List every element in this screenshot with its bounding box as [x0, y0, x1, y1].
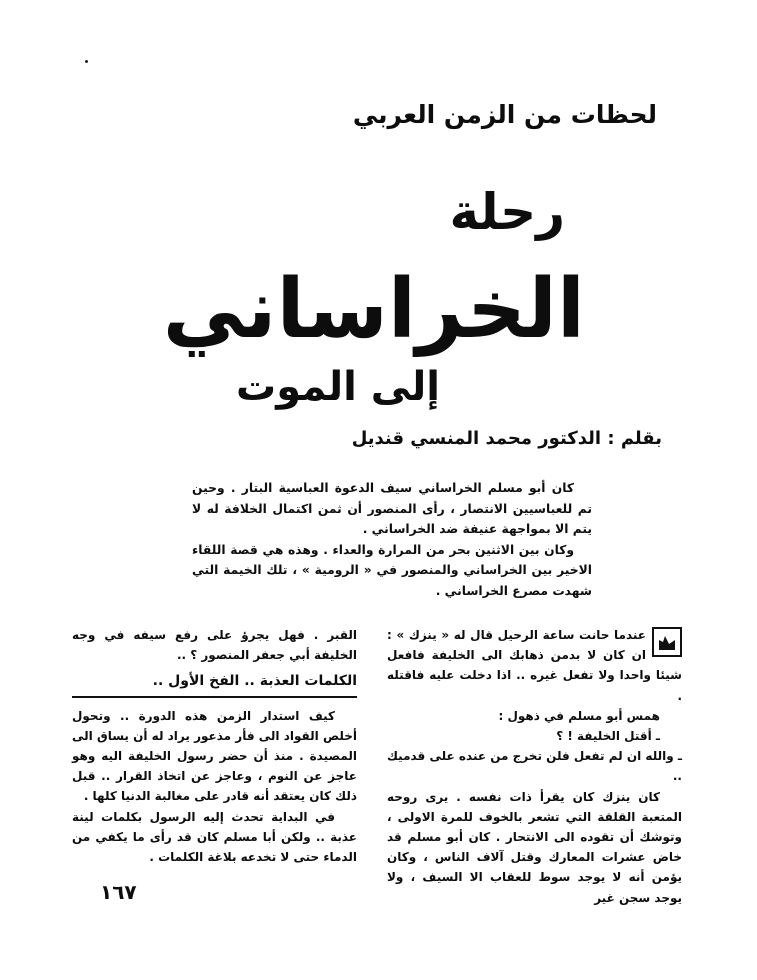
- left-paragraph-3: في البداية تحدث إليه الرسول بكلمات لينة عذبة .. ولكن أبا مسلم كان قد رأى ما يكفي من الدماء حتى لا تخدعه بلاغة الكلمات .: [72, 809, 357, 865]
- intro-paragraph-1: كان أبو مسلم الخراساني سيف الدعوة العباسية البتار . وحين تم للعباسيين الانتصار ، رأى المنصور أن ثمن اكتمال الخلافة له لا يتم الا بمواجهة عنيفة ضد الخراساني .: [192, 481, 592, 537]
- right-paragraph-2: همس أبو مسلم في ذهول :: [498, 708, 660, 723]
- speck: [85, 60, 88, 63]
- title-line-2: الخراساني: [162, 262, 585, 357]
- left-column: [72, 625, 357, 867]
- decorative-corner-icon: [652, 627, 682, 657]
- title-line-1: رحلة: [449, 183, 565, 241]
- intro-standfirst: [192, 478, 592, 602]
- right-column: [387, 625, 682, 908]
- right-paragraph-3: ـ أقتل الخليفة ! ؟: [556, 729, 660, 744]
- right-paragraph-4: ـ والله ان لم تفعل فلن تخرج من عنده على قدميك ..: [387, 749, 682, 784]
- right-paragraph-5: كان ينزك كان يقرأ ذات نفسه . يرى روحه المتعبة القلقة التي تشعر بالخوف للمرة الاولى ، وتوشك أن تقوده الى الانتحار . كان أبو مسلم قد خاض عشرات المعارك وقتل آلاف الناس ، وكان يؤمن أنه لا يوجد سوط للعقاب الا السيف ، ولا يوجد سجن غير: [387, 789, 682, 905]
- intro-paragraph-2: وكان بين الاثنين بحر من المرارة والعداء . وهذه هي قصة اللقاء الاخير بين الخراساني والمنصور في « الرومية » ، تلك الخيمة التي شهدت مصرع الخراساني .: [192, 542, 592, 598]
- left-paragraph-2: كيف استدار الزمن هذه الدورة .. وتحول أخلص القواد الى فأر مذعور يراد له أن يساق الى المصيدة . منذ أن حضر رسول الخليفة اليه وهو عاجز عن النوم ، وعاجز عن اتخاذ القرار .. قبل ذلك كان يعتقد أنه قادر على مغالبة الدنيا كلها .: [72, 708, 357, 804]
- page-number: ١٦٧: [100, 880, 137, 904]
- series-title: لحظات من الزمن العربي: [352, 100, 657, 129]
- author-byline: بقلم : الدكتور محمد المنسي قنديل: [351, 428, 662, 449]
- section-heading: الكلمات العذبة .. الفخ الأول ..: [72, 671, 357, 697]
- left-paragraph-1: القبر . فهل يجرؤ على رفع سيفه في وجه الخليفة أبي جعفر المنصور ؟ ..: [72, 628, 357, 663]
- right-paragraph-1: عندما حانت ساعة الرحيل قال له « ينزك » : ان كان لا بدمن ذهابك الى الخليفة فافعل شيئا واحدا ولا تفعل غيره .. اذا دخلت عليه فاقتله .: [387, 628, 682, 703]
- title-line-3: إلى الموت: [236, 364, 440, 410]
